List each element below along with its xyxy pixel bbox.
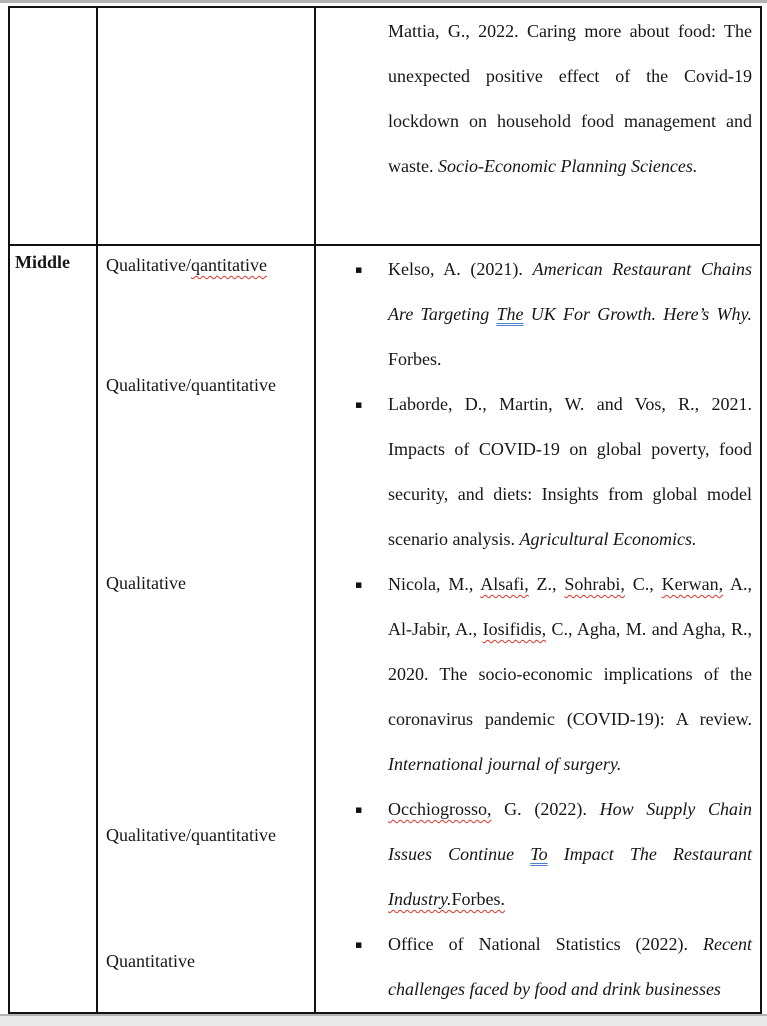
text-segment: Office of National Statistics (2022). — [388, 934, 704, 954]
methods-cell[interactable] — [98, 246, 316, 1012]
text-segment: Socio-Economic Planning Sciences. — [437, 156, 698, 176]
text-segment: Alsafi, — [480, 574, 529, 594]
methods-cell[interactable] — [98, 8, 316, 244]
text-segment: Mattia, G., 2022. Caring more about food: The unexpected positive effect of the Covid-19 lockdown on household food management and waste. — [388, 21, 752, 176]
text-segment: Recent challenges faced by food and drink businesses — [388, 934, 752, 999]
text-segment: Agricultural Economics. — [519, 529, 697, 549]
reference-item[interactable] — [388, 9, 752, 189]
references-cell[interactable] — [316, 8, 760, 244]
stage-label: Middle — [15, 252, 71, 272]
text-segment: Kerwan, — [661, 574, 724, 594]
text-segment: Laborde, D., Martin, W. and Vos, R., 2021. Impacts of COVID-19 on global poverty, food security, and diets: Insights from global model scenario analysis. — [388, 394, 752, 549]
bullet-icon: ▪ — [355, 263, 363, 276]
text-segment: Z., — [528, 574, 565, 594]
text-segment: UK For Growth. Here’s Why. — [523, 304, 752, 324]
bullet-icon: ▪ — [355, 938, 363, 951]
page-top-edge — [0, 0, 767, 3]
text-segment: Industry. — [388, 889, 452, 909]
method-label[interactable] — [106, 572, 310, 594]
text-segment: G. (2022). — [491, 799, 600, 819]
text-segment: Qualitative/ — [106, 255, 191, 275]
method-label[interactable] — [106, 824, 310, 846]
text-segment: Occhiogrosso, — [388, 799, 492, 819]
text-segment: To — [530, 844, 548, 864]
page-bottom-edge — [0, 1014, 767, 1026]
method-label[interactable] — [106, 374, 310, 396]
text-segment: Iosifidis, — [482, 619, 547, 639]
text-segment: Qualitative — [106, 573, 186, 593]
reference-item[interactable] — [355, 382, 752, 562]
references-cell[interactable] — [316, 246, 760, 1012]
method-label[interactable] — [106, 950, 310, 972]
reference-item[interactable] — [355, 562, 752, 787]
text-segment: C., — [624, 574, 662, 594]
table-row-middle — [10, 246, 760, 1012]
method-label[interactable] — [106, 254, 310, 276]
stage-cell[interactable] — [10, 8, 98, 244]
text-segment: Sohrabi, — [564, 574, 625, 594]
stage-cell[interactable] — [10, 246, 98, 1012]
text-segment: Kelso, A. (2021). — [388, 259, 533, 279]
text-segment: International journal of surgery. — [388, 754, 622, 774]
text-segment: Nicola, M., — [388, 574, 481, 594]
text-segment: qantitative — [190, 255, 267, 275]
text-segment: A., Al-Jabir, A., — [388, 574, 752, 639]
text-segment: C., Agha, M. and Agha, R., 2020. The socio-economic implications of the coronavirus pandemic (COVID-19): A review. — [388, 619, 752, 729]
bullet-icon: ▪ — [355, 803, 363, 816]
bullet-icon: ▪ — [355, 398, 363, 411]
reference-item[interactable] — [355, 787, 752, 922]
text-segment: Quantitative — [106, 951, 195, 971]
text-segment: How Supply Chain Issues Continue — [388, 799, 752, 864]
text-segment: Qualitative/quantitative — [106, 825, 276, 845]
references-table — [8, 6, 762, 1014]
text-segment: American Restaurant Chains Are Targeting — [388, 259, 752, 324]
text-segment: Qualitative/quantitative — [106, 375, 276, 395]
table-row-continuation — [10, 8, 760, 246]
text-segment: The — [496, 304, 524, 324]
text-segment: Forbes. — [388, 349, 442, 369]
reference-item[interactable] — [355, 247, 752, 382]
reference-item[interactable] — [355, 922, 752, 1012]
bullet-icon: ▪ — [355, 578, 363, 591]
text-segment: Impact The Restaurant — [547, 844, 752, 864]
text-segment: Forbes. — [451, 889, 506, 909]
